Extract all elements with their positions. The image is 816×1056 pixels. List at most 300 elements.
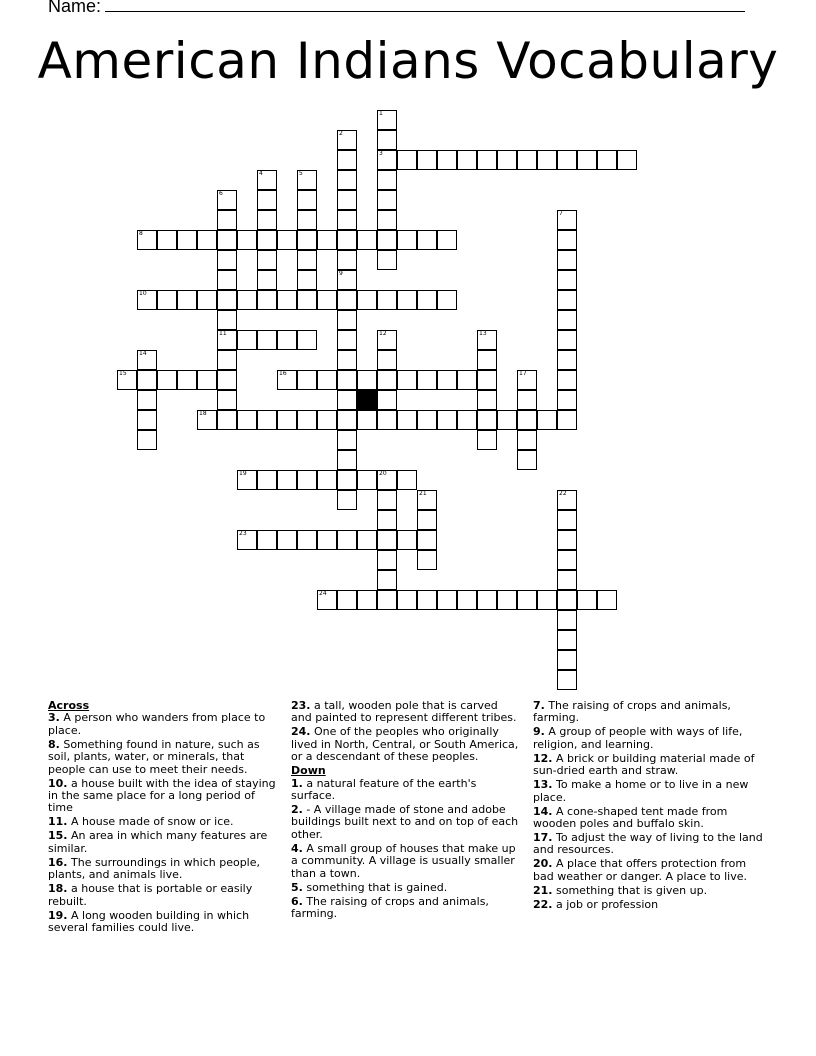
clue-number: 16 — [279, 370, 287, 377]
clue-number: 21 — [419, 490, 427, 497]
grid-cell[interactable] — [117, 370, 137, 390]
clue-item-text: a job or profession — [552, 897, 659, 911]
clue-number: 18 — [199, 410, 207, 417]
grid-cell[interactable] — [257, 470, 277, 490]
grid-cell[interactable] — [377, 370, 397, 390]
clue-item-number: 9. — [533, 725, 545, 739]
grid-cell[interactable] — [457, 590, 477, 610]
clue-item — [533, 832, 765, 857]
clue-item — [48, 778, 276, 815]
grid-cell[interactable] — [537, 410, 557, 430]
clue-item-number: 4. — [291, 841, 303, 855]
grid-cell[interactable] — [237, 230, 257, 250]
grid-cell[interactable] — [417, 550, 437, 570]
grid-cell[interactable] — [357, 290, 377, 310]
clue-item-text: A brick or building material made of sun-dried earth and straw. — [533, 751, 755, 778]
clue-item-text: a house that is portable or easily rebuilt. — [48, 882, 253, 908]
grid-cell[interactable] — [377, 470, 397, 490]
grid-cell[interactable] — [597, 590, 617, 610]
clue-item-number: 13. — [533, 778, 553, 792]
clue-number: 10 — [139, 290, 147, 297]
clue-item-number: 19. — [48, 908, 68, 922]
clue-item — [48, 739, 276, 776]
grid-cell[interactable] — [137, 410, 157, 430]
grid-cell[interactable] — [377, 190, 397, 210]
grid-cell[interactable] — [217, 410, 237, 430]
clue-number: 14 — [139, 350, 147, 357]
clue-item — [291, 700, 519, 725]
grid-cell[interactable] — [437, 150, 457, 170]
grid-cell[interactable] — [477, 370, 497, 390]
grid-black-cell — [357, 390, 377, 410]
grid-cell[interactable] — [477, 430, 497, 450]
grid-cell[interactable] — [337, 150, 357, 170]
grid-cell[interactable] — [377, 330, 397, 350]
clue-number: 1 — [379, 110, 383, 117]
clue-item-text: The raising of crops and animals, farming. — [291, 894, 489, 921]
clue-number: 20 — [379, 470, 387, 477]
clue-item — [48, 857, 276, 882]
clue-item-number: 11. — [48, 815, 68, 829]
grid-cell[interactable] — [457, 370, 477, 390]
grid-cell[interactable] — [417, 490, 437, 510]
clues-column-3 — [533, 700, 765, 913]
grid-cell[interactable] — [417, 370, 437, 390]
clue-item-number: 5. — [291, 880, 303, 894]
clue-item-text: A house made of snow or ice. — [67, 815, 234, 829]
grid-cell[interactable] — [197, 290, 217, 310]
clue-item-number: 21. — [533, 883, 553, 897]
grid-cell[interactable] — [557, 670, 577, 690]
grid-cell[interactable] — [397, 230, 417, 250]
grid-cell[interactable] — [337, 350, 357, 370]
grid-cell[interactable] — [277, 370, 297, 390]
grid-cell[interactable] — [297, 270, 317, 290]
grid-cell[interactable] — [337, 230, 357, 250]
grid-cell[interactable] — [437, 290, 457, 310]
name-label: Name: — [48, 0, 102, 16]
clue-item-text: A cone-shaped tent made from wooden poles and buffalo skin. — [533, 804, 728, 831]
clue-item-number: 23. — [291, 699, 311, 712]
grid-cell[interactable] — [517, 430, 537, 450]
grid-cell[interactable] — [517, 390, 537, 410]
grid-cell[interactable] — [537, 150, 557, 170]
grid-cell[interactable] — [377, 210, 397, 230]
grid-cell[interactable] — [437, 590, 457, 610]
clue-item — [291, 778, 519, 803]
grid-cell[interactable] — [617, 150, 637, 170]
grid-cell[interactable] — [557, 490, 577, 510]
grid-cell[interactable] — [337, 190, 357, 210]
grid-cell[interactable] — [557, 650, 577, 670]
clue-number: 23 — [239, 530, 247, 537]
grid-cell[interactable] — [377, 510, 397, 530]
grid-cell[interactable] — [337, 390, 357, 410]
grid-cell[interactable] — [317, 290, 337, 310]
clue-item-number: 10. — [48, 776, 68, 790]
clue-item-number: 24. — [291, 725, 311, 739]
clue-number: 2 — [339, 130, 343, 137]
across-heading: Across — [48, 699, 90, 712]
clue-item-number: 20. — [533, 857, 553, 871]
grid-cell[interactable] — [477, 350, 497, 370]
grid-cell[interactable] — [557, 550, 577, 570]
grid-cell[interactable] — [377, 570, 397, 590]
grid-cell[interactable] — [337, 130, 357, 150]
grid-cell[interactable] — [477, 590, 497, 610]
clue-item — [48, 712, 276, 737]
grid-cell[interactable] — [517, 370, 537, 390]
grid-cell[interactable] — [257, 270, 277, 290]
grid-cell[interactable] — [217, 250, 237, 270]
grid-cell[interactable] — [337, 250, 357, 270]
grid-cell[interactable] — [297, 530, 317, 550]
grid-cell[interactable] — [397, 150, 417, 170]
grid-cell[interactable] — [237, 290, 257, 310]
grid-cell[interactable] — [317, 410, 337, 430]
grid-cell[interactable] — [557, 150, 577, 170]
grid-cell[interactable] — [197, 370, 217, 390]
grid-cell[interactable] — [377, 530, 397, 550]
grid-cell[interactable] — [557, 210, 577, 230]
clue-item-number: 3. — [48, 711, 60, 725]
grid-cell[interactable] — [357, 230, 377, 250]
grid-cell[interactable] — [297, 330, 317, 350]
grid-cell[interactable] — [337, 310, 357, 330]
grid-cell[interactable] — [557, 610, 577, 630]
grid-cell[interactable] — [297, 370, 317, 390]
clue-item — [48, 883, 276, 908]
grid-cell[interactable] — [557, 290, 577, 310]
clue-item — [533, 806, 765, 831]
grid-cell[interactable] — [137, 390, 157, 410]
clue-item — [291, 843, 519, 880]
clue-item — [291, 726, 519, 763]
grid-cell[interactable] — [557, 590, 577, 610]
down-heading: Down — [291, 764, 326, 778]
grid-cell[interactable] — [357, 590, 377, 610]
grid-cell[interactable] — [377, 170, 397, 190]
grid-cell[interactable] — [257, 410, 277, 430]
grid-cell[interactable] — [297, 410, 317, 430]
clue-item-number: 15. — [48, 829, 68, 843]
grid-cell[interactable] — [477, 330, 497, 350]
grid-cell[interactable] — [277, 410, 297, 430]
grid-cell[interactable] — [377, 250, 397, 270]
grid-cell[interactable] — [317, 590, 337, 610]
clue-number: 7 — [559, 210, 563, 217]
clue-item-number: 16. — [48, 855, 68, 869]
grid-cell[interactable] — [337, 290, 357, 310]
grid-cell[interactable] — [297, 190, 317, 210]
clue-item-text: The raising of crops and animals, farming. — [533, 699, 731, 725]
grid-cell[interactable] — [137, 230, 157, 250]
grid-cell[interactable] — [517, 450, 537, 470]
clue-item-text: A long wooden building in which several families could live. — [48, 908, 250, 935]
clue-item-number: 7. — [533, 699, 545, 712]
grid-cell[interactable] — [217, 270, 237, 290]
clue-item-number: 17. — [533, 831, 553, 845]
grid-cell[interactable] — [437, 370, 457, 390]
grid-cell[interactable] — [557, 390, 577, 410]
grid-cell[interactable] — [397, 410, 417, 430]
grid-cell[interactable] — [557, 510, 577, 530]
grid-cell[interactable] — [517, 590, 537, 610]
grid-cell[interactable] — [497, 590, 517, 610]
grid-cell[interactable] — [257, 530, 277, 550]
grid-cell[interactable] — [157, 370, 177, 390]
grid-cell[interactable] — [217, 190, 237, 210]
grid-cell[interactable] — [137, 430, 157, 450]
grid-cell[interactable] — [557, 250, 577, 270]
grid-cell[interactable] — [377, 130, 397, 150]
grid-cell[interactable] — [397, 590, 417, 610]
grid-cell[interactable] — [577, 150, 597, 170]
clue-number: 5 — [299, 170, 303, 177]
clue-item-number: 22. — [533, 897, 553, 911]
grid-cell[interactable] — [557, 330, 577, 350]
grid-cell[interactable] — [297, 230, 317, 250]
grid-cell[interactable] — [237, 410, 257, 430]
clue-item — [48, 816, 276, 828]
grid-cell[interactable] — [557, 310, 577, 330]
clue-item — [291, 804, 519, 841]
grid-cell[interactable] — [417, 410, 437, 430]
clue-item-number: 12. — [533, 751, 553, 765]
clue-number: 6 — [219, 190, 223, 197]
clue-item-text: A group of people with ways of life, religion, and learning. — [533, 725, 743, 751]
grid-cell[interactable] — [277, 470, 297, 490]
grid-cell[interactable] — [277, 530, 297, 550]
grid-cell[interactable] — [357, 370, 377, 390]
grid-cell[interactable] — [377, 230, 397, 250]
grid-cell[interactable] — [437, 410, 457, 430]
clue-item-text: An area in which many features are similar. — [48, 829, 268, 855]
grid-cell[interactable] — [557, 630, 577, 650]
grid-cell[interactable] — [557, 370, 577, 390]
grid-cell[interactable] — [337, 430, 357, 450]
grid-cell[interactable] — [297, 250, 317, 270]
grid-cell[interactable] — [237, 470, 257, 490]
grid-cell[interactable] — [337, 410, 357, 430]
grid-cell[interactable] — [257, 210, 277, 230]
clue-number: 24 — [319, 590, 327, 597]
clue-item-text: To adjust the way of living to the land and resources. — [533, 831, 763, 857]
clue-number: 22 — [559, 490, 567, 497]
grid-cell[interactable] — [237, 330, 257, 350]
grid-cell[interactable] — [337, 470, 357, 490]
grid-cell[interactable] — [317, 530, 337, 550]
grid-cell[interactable] — [337, 490, 357, 510]
grid-cell[interactable] — [337, 210, 357, 230]
grid-cell[interactable] — [377, 550, 397, 570]
grid-cell[interactable] — [417, 530, 437, 550]
clue-number: 17 — [519, 370, 527, 377]
grid-cell[interactable] — [317, 370, 337, 390]
grid-cell[interactable] — [557, 410, 577, 430]
grid-cell[interactable] — [437, 230, 457, 250]
grid-cell[interactable] — [357, 470, 377, 490]
clue-number: 8 — [139, 230, 143, 237]
grid-cell[interactable] — [457, 150, 477, 170]
grid-cell[interactable] — [517, 410, 537, 430]
grid-cell[interactable] — [257, 290, 277, 310]
clue-item-number: 18. — [48, 882, 68, 896]
clue-item-text: - A village made of stone and adobe buildings built next to and on top of each other. — [291, 803, 519, 841]
clue-item-text: A place that offers protection from bad weather or danger. A place to live. — [533, 857, 748, 883]
grid-cell[interactable] — [417, 230, 437, 250]
grid-cell[interactable] — [397, 290, 417, 310]
clue-item — [291, 896, 519, 921]
clue-number: 13 — [479, 330, 487, 337]
grid-cell[interactable] — [457, 410, 477, 430]
grid-cell[interactable] — [397, 370, 417, 390]
clue-number: 9 — [339, 270, 343, 277]
grid-cell[interactable] — [337, 530, 357, 550]
grid-cell[interactable] — [257, 190, 277, 210]
clue-item — [533, 726, 765, 751]
grid-cell[interactable] — [337, 450, 357, 470]
grid-cell[interactable] — [137, 350, 157, 370]
grid-cell[interactable] — [557, 350, 577, 370]
grid-cell[interactable] — [297, 170, 317, 190]
clue-item — [533, 885, 765, 897]
grid-cell[interactable] — [237, 530, 257, 550]
grid-cell[interactable] — [377, 350, 397, 370]
clue-item-text: a tall, wooden pole that is carved and painted to represent different tribes. — [291, 699, 517, 725]
grid-cell[interactable] — [557, 230, 577, 250]
grid-cell[interactable] — [337, 330, 357, 350]
grid-cell[interactable] — [277, 290, 297, 310]
clue-item — [291, 882, 519, 894]
page-title: American Indians Vocabulary — [37, 32, 779, 90]
grid-cell[interactable] — [217, 390, 237, 410]
clue-item — [533, 779, 765, 804]
grid-cell[interactable] — [397, 470, 417, 490]
grid-cell[interactable] — [317, 230, 337, 250]
grid-cell[interactable] — [157, 230, 177, 250]
grid-cell[interactable] — [357, 410, 377, 430]
clue-item — [48, 910, 276, 935]
grid-cell[interactable] — [557, 570, 577, 590]
grid-cell[interactable] — [477, 410, 497, 430]
grid-cell[interactable] — [217, 310, 237, 330]
grid-cell[interactable] — [217, 370, 237, 390]
grid-cell[interactable] — [337, 590, 357, 610]
grid-cell[interactable] — [397, 530, 417, 550]
grid-cell[interactable] — [217, 210, 237, 230]
grid-cell[interactable] — [297, 210, 317, 230]
clue-item — [533, 753, 765, 778]
clue-item-text: something that is given up. — [552, 883, 708, 897]
grid-cell[interactable] — [177, 290, 197, 310]
clue-number: 19 — [239, 470, 247, 477]
grid-cell[interactable] — [257, 330, 277, 350]
grid-cell[interactable] — [217, 290, 237, 310]
clue-item-number: 1. — [291, 776, 303, 790]
grid-cell[interactable] — [137, 370, 157, 390]
grid-cell[interactable] — [197, 230, 217, 250]
clue-item-number: 6. — [291, 894, 303, 908]
grid-cell[interactable] — [557, 530, 577, 550]
grid-cell[interactable] — [337, 270, 357, 290]
clue-item-text: The surroundings in which people, plants, and animals live. — [48, 855, 261, 882]
grid-cell[interactable] — [277, 330, 297, 350]
grid-cell[interactable] — [377, 110, 397, 130]
grid-cell[interactable] — [157, 290, 177, 310]
grid-cell[interactable] — [217, 350, 237, 370]
clue-item-number: 8. — [48, 737, 60, 751]
grid-cell[interactable] — [337, 170, 357, 190]
clue-item-text: To make a home or to live in a new place. — [533, 778, 749, 804]
grid-cell[interactable] — [277, 230, 297, 250]
grid-cell[interactable] — [377, 490, 397, 510]
grid-cell[interactable] — [257, 250, 277, 270]
clues-column-1 — [48, 700, 276, 936]
clue-item — [533, 858, 765, 883]
grid-cell[interactable] — [417, 290, 437, 310]
grid-cell[interactable] — [477, 390, 497, 410]
grid-cell[interactable] — [537, 590, 557, 610]
grid-cell[interactable] — [217, 330, 237, 350]
grid-cell[interactable] — [497, 150, 517, 170]
grid-cell[interactable] — [517, 150, 537, 170]
grid-cell[interactable] — [317, 470, 337, 490]
clue-item-text: something that is gained. — [302, 880, 448, 894]
grid-cell[interactable] — [297, 290, 317, 310]
grid-cell[interactable] — [377, 390, 397, 410]
grid-cell[interactable] — [557, 270, 577, 290]
grid-cell[interactable] — [377, 410, 397, 430]
grid-cell[interactable] — [577, 590, 597, 610]
grid-cell[interactable] — [377, 590, 397, 610]
grid-cell[interactable] — [257, 170, 277, 190]
grid-cell[interactable] — [597, 150, 617, 170]
grid-cell[interactable] — [297, 470, 317, 490]
clue-item-number: 14. — [533, 804, 553, 818]
clue-item-text: A small group of houses that make up a community. A village is usually smaller than a town. — [291, 841, 516, 880]
clue-item — [533, 700, 765, 725]
grid-cell[interactable] — [177, 230, 197, 250]
grid-cell[interactable] — [497, 410, 517, 430]
grid-cell[interactable] — [337, 370, 357, 390]
clue-number: 11 — [219, 330, 227, 337]
clue-number: 15 — [119, 370, 127, 377]
grid-cell[interactable] — [197, 410, 217, 430]
grid-cell[interactable] — [137, 290, 157, 310]
grid-cell[interactable] — [417, 150, 437, 170]
grid-cell[interactable] — [357, 530, 377, 550]
clues-column-2 — [291, 700, 519, 922]
grid-cell[interactable] — [477, 150, 497, 170]
clue-number: 4 — [259, 170, 263, 177]
grid-cell[interactable] — [217, 230, 237, 250]
clue-item-text: a natural feature of the earth's surface. — [291, 776, 477, 803]
clue-number: 12 — [379, 330, 387, 337]
clue-item-number: 2. — [291, 803, 303, 817]
grid-cell[interactable] — [377, 290, 397, 310]
grid-cell[interactable] — [177, 370, 197, 390]
clue-item-text: A person who wanders from place to place. — [48, 711, 266, 737]
clue-item — [48, 830, 276, 855]
clue-item-text: Something found in nature, such as soil, plants, water, or minerals, that people can use to meet their needs. — [48, 737, 260, 776]
grid-cell[interactable] — [417, 590, 437, 610]
clue-item-text: a house built with the idea of staying in the same place for a long period of time — [48, 776, 276, 815]
clue-number: 3 — [379, 150, 383, 157]
grid-cell[interactable] — [257, 230, 277, 250]
grid-cell[interactable] — [377, 150, 397, 170]
grid-cell[interactable] — [417, 510, 437, 530]
